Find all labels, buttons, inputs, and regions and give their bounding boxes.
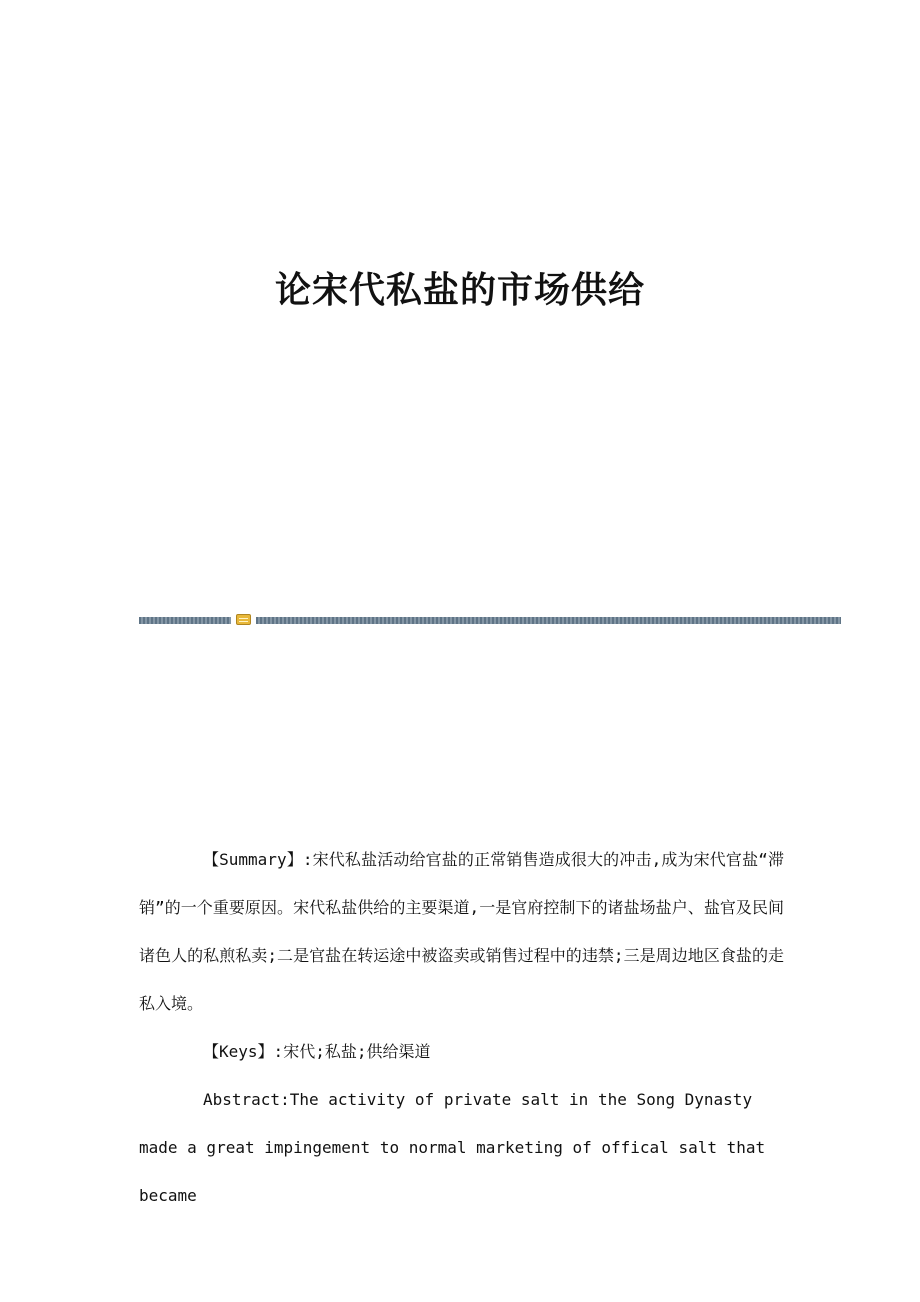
summary-paragraph — [139, 836, 784, 1028]
document-title: 论宋代私盐的市场供给 — [274, 269, 645, 311]
keys-text: 宋代;私盐;供给渠道 — [283, 1042, 431, 1061]
summary-text: 宋代私盐活动给官盐的正常销售造成很大的冲击,成为宋代官盐“滞销”的一个重要原因。宋代私盐供给的主要渠道,一是官府控制下的诸盐场盐户、盐官及民间诸色人的私煎私卖;二是官盐在转运途中被盗卖或销售过程中的违禁;三是周边地区食盐的走私入境。 — [139, 850, 784, 1013]
keys-label: 【Keys】 — [203, 1042, 274, 1061]
abstract-paragraph: Abstract:The activity of private salt in the Song Dynasty made a great impingement to normal marketing of offical salt that became — [139, 1090, 766, 1205]
keys-separator: : — [273, 1042, 284, 1061]
summary-label: 【Summary】 — [203, 850, 303, 869]
divider-bar-right — [256, 617, 841, 624]
summary-separator: : — [302, 850, 313, 869]
divider-bar-left — [139, 617, 231, 624]
divider-emblem-icon — [236, 614, 251, 625]
section-divider — [139, 613, 841, 627]
keys-paragraph — [139, 1028, 784, 1076]
